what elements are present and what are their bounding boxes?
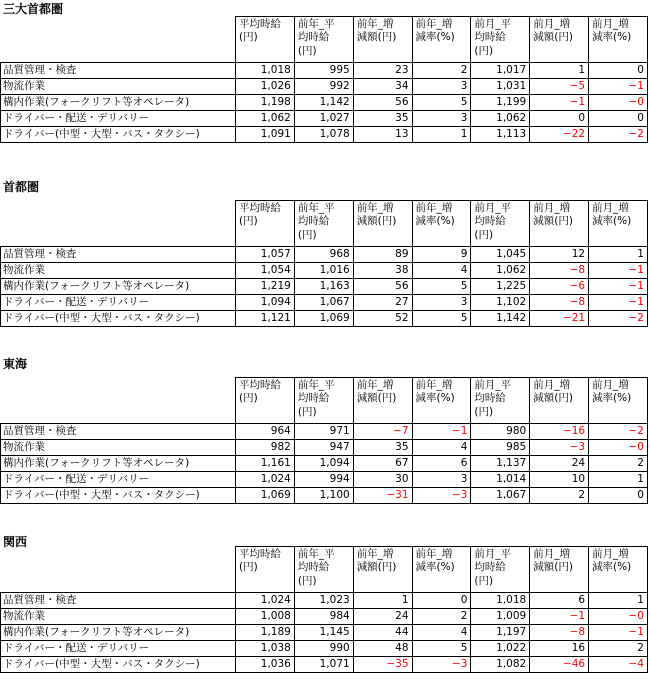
table-header-row	[1, 17, 648, 63]
job-category-cell: 物流作業	[1, 79, 236, 95]
job-category-cell: 構内作業(フォークリフト等オペレータ)	[1, 95, 236, 111]
value-cell: −46	[530, 657, 589, 673]
value-cell: 968	[294, 247, 353, 263]
value-cell: 994	[294, 472, 353, 488]
value-cell: 38	[353, 263, 412, 279]
table-header-row	[1, 378, 648, 424]
value-cell: −3	[412, 488, 471, 504]
job-category-cell: ドライバー(中型・大型・バス・タクシー)	[1, 657, 236, 673]
table-row	[1, 488, 648, 504]
value-cell: 0	[412, 593, 471, 609]
value-cell: 1,082	[471, 657, 530, 673]
value-cell: 3	[412, 472, 471, 488]
column-header: 前月_平 均時給 (円)	[471, 378, 530, 424]
header-corner-cell	[1, 201, 236, 247]
column-header: 前年_増 減額(円)	[353, 547, 412, 593]
column-header: 前年_平 均時給 (円)	[294, 201, 353, 247]
value-cell: 1,225	[471, 279, 530, 295]
table-row	[1, 625, 648, 641]
value-cell: 1,008	[236, 609, 295, 625]
value-cell: 34	[353, 79, 412, 95]
value-cell: −5	[530, 79, 589, 95]
value-cell: 1,038	[236, 641, 295, 657]
value-cell: 1	[589, 593, 648, 609]
value-cell: 1,036	[236, 657, 295, 673]
job-category-cell: 構内作業(フォークリフト等オペレータ)	[1, 625, 236, 641]
value-cell: −1	[530, 609, 589, 625]
value-cell: −1	[530, 95, 589, 111]
value-cell: −1	[589, 263, 648, 279]
table-row	[1, 311, 648, 327]
value-cell: 1	[412, 127, 471, 143]
value-cell: 23	[353, 63, 412, 79]
value-cell: −7	[353, 424, 412, 440]
value-cell: 1,113	[471, 127, 530, 143]
value-cell: 3	[412, 295, 471, 311]
job-category-cell: ドライバー・配送・デリバリー	[1, 641, 236, 657]
value-cell: 0	[530, 111, 589, 127]
column-header: 前月_増 減額(円)	[530, 17, 589, 63]
value-cell: 52	[353, 311, 412, 327]
table-row	[1, 472, 648, 488]
value-cell: 35	[353, 111, 412, 127]
region-title: 三大首都圏	[3, 2, 64, 16]
value-cell: 0	[589, 488, 648, 504]
header-corner-cell	[1, 378, 236, 424]
value-cell: 1,198	[236, 95, 295, 111]
value-cell: 2	[530, 488, 589, 504]
column-header: 前年_増 減率(%)	[412, 17, 471, 63]
column-header: 前月_増 減額(円)	[530, 547, 589, 593]
value-cell: 1,026	[236, 79, 295, 95]
value-cell: −1	[412, 424, 471, 440]
value-cell: 89	[353, 247, 412, 263]
value-cell: 44	[353, 625, 412, 641]
value-cell: 982	[236, 440, 295, 456]
value-cell: 980	[471, 424, 530, 440]
value-cell: 48	[353, 641, 412, 657]
value-cell: −21	[530, 311, 589, 327]
value-cell: 1,145	[294, 625, 353, 641]
value-cell: 1,142	[294, 95, 353, 111]
table-row	[1, 63, 648, 79]
value-cell: 1,069	[294, 311, 353, 327]
value-cell: 3	[412, 79, 471, 95]
value-cell: 5	[412, 311, 471, 327]
value-cell: 5	[412, 95, 471, 111]
value-cell: 947	[294, 440, 353, 456]
value-cell: 6	[412, 456, 471, 472]
value-cell: 1,024	[236, 472, 295, 488]
job-category-cell: 構内作業(フォークリフト等オペレータ)	[1, 456, 236, 472]
table-row	[1, 247, 648, 263]
job-category-cell: ドライバー(中型・大型・バス・タクシー)	[1, 488, 236, 504]
column-header: 前年_増 減額(円)	[353, 17, 412, 63]
table-row	[1, 279, 648, 295]
table-row	[1, 127, 648, 143]
value-cell: 1,100	[294, 488, 353, 504]
value-cell: 1,062	[236, 111, 295, 127]
value-cell: 4	[412, 263, 471, 279]
value-cell: 1,018	[471, 593, 530, 609]
value-cell: 67	[353, 456, 412, 472]
value-cell: −3	[530, 440, 589, 456]
table-row	[1, 657, 648, 673]
wage-table	[0, 200, 648, 327]
value-cell: −0	[589, 440, 648, 456]
value-cell: 1,091	[236, 127, 295, 143]
region-title: 首都圏	[3, 180, 40, 194]
value-cell: 964	[236, 424, 295, 440]
job-category-cell: ドライバー・配送・デリバリー	[1, 111, 236, 127]
value-cell: 1,027	[294, 111, 353, 127]
value-cell: 1,189	[236, 625, 295, 641]
job-category-cell: 品質管理・検査	[1, 247, 236, 263]
job-category-cell: ドライバー・配送・デリバリー	[1, 295, 236, 311]
value-cell: 5	[412, 641, 471, 657]
column-header: 前年_増 減額(円)	[353, 201, 412, 247]
table-row	[1, 641, 648, 657]
value-cell: 985	[471, 440, 530, 456]
value-cell: 13	[353, 127, 412, 143]
value-cell: 1,199	[471, 95, 530, 111]
value-cell: 1,054	[236, 263, 295, 279]
value-cell: −6	[530, 279, 589, 295]
column-header: 前月_増 減率(%)	[589, 547, 648, 593]
column-header: 前月_平 均時給 (円)	[471, 17, 530, 63]
column-header: 前年_増 減率(%)	[412, 201, 471, 247]
value-cell: 1,031	[471, 79, 530, 95]
value-cell: 2	[589, 641, 648, 657]
job-category-cell: ドライバー(中型・大型・バス・タクシー)	[1, 311, 236, 327]
table-row	[1, 111, 648, 127]
value-cell: 1	[589, 247, 648, 263]
column-header: 前年_増 減率(%)	[412, 547, 471, 593]
value-cell: 1,067	[294, 295, 353, 311]
value-cell: −16	[530, 424, 589, 440]
value-cell: 2	[412, 63, 471, 79]
column-header: 平均時給 (円)	[236, 547, 295, 593]
table-row	[1, 456, 648, 472]
table-header-row	[1, 547, 648, 593]
column-header: 前月_平 均時給 (円)	[471, 547, 530, 593]
value-cell: −3	[412, 657, 471, 673]
value-cell: 30	[353, 472, 412, 488]
job-category-cell: 物流作業	[1, 263, 236, 279]
table-row	[1, 95, 648, 111]
value-cell: 1,016	[294, 263, 353, 279]
value-cell: 992	[294, 79, 353, 95]
value-cell: 1,017	[471, 63, 530, 79]
column-header: 前年_増 減額(円)	[353, 378, 412, 424]
value-cell: 1	[530, 63, 589, 79]
value-cell: 1,071	[294, 657, 353, 673]
value-cell: 1,014	[471, 472, 530, 488]
value-cell: 5	[412, 279, 471, 295]
value-cell: −8	[530, 295, 589, 311]
column-header: 前月_増 減率(%)	[589, 201, 648, 247]
value-cell: 10	[530, 472, 589, 488]
value-cell: 1	[353, 593, 412, 609]
value-cell: 1,022	[471, 641, 530, 657]
value-cell: −4	[589, 657, 648, 673]
value-cell: −2	[589, 424, 648, 440]
column-header: 平均時給 (円)	[236, 378, 295, 424]
column-header: 前年_平 均時給 (円)	[294, 378, 353, 424]
column-header: 平均時給 (円)	[236, 201, 295, 247]
value-cell: 24	[353, 609, 412, 625]
header-corner-cell	[1, 17, 236, 63]
value-cell: −0	[589, 609, 648, 625]
table-row	[1, 609, 648, 625]
table-header-row	[1, 201, 648, 247]
wage-table	[0, 377, 648, 504]
value-cell: 971	[294, 424, 353, 440]
value-cell: 4	[412, 440, 471, 456]
value-cell: 56	[353, 95, 412, 111]
value-cell: 995	[294, 63, 353, 79]
value-cell: 1,057	[236, 247, 295, 263]
value-cell: 1,161	[236, 456, 295, 472]
job-category-cell: 品質管理・検査	[1, 593, 236, 609]
job-category-cell: 物流作業	[1, 609, 236, 625]
value-cell: 4	[412, 625, 471, 641]
value-cell: −1	[589, 279, 648, 295]
value-cell: −22	[530, 127, 589, 143]
table-row	[1, 295, 648, 311]
column-header: 前月_平 均時給 (円)	[471, 201, 530, 247]
value-cell: 27	[353, 295, 412, 311]
table-row	[1, 424, 648, 440]
value-cell: 1,094	[294, 456, 353, 472]
header-corner-cell	[1, 547, 236, 593]
value-cell: 56	[353, 279, 412, 295]
value-cell: 1,024	[236, 593, 295, 609]
job-category-cell: 構内作業(フォークリフト等オペレータ)	[1, 279, 236, 295]
value-cell: 1,067	[471, 488, 530, 504]
value-cell: −8	[530, 263, 589, 279]
value-cell: 9	[412, 247, 471, 263]
value-cell: 1,219	[236, 279, 295, 295]
table-row	[1, 440, 648, 456]
value-cell: 1,045	[471, 247, 530, 263]
value-cell: 2	[589, 456, 648, 472]
value-cell: 990	[294, 641, 353, 657]
column-header: 前月_増 減率(%)	[589, 17, 648, 63]
table-row	[1, 593, 648, 609]
value-cell: 1,062	[471, 111, 530, 127]
value-cell: −2	[589, 311, 648, 327]
column-header: 前年_平 均時給 (円)	[294, 547, 353, 593]
value-cell: −1	[589, 295, 648, 311]
value-cell: 24	[530, 456, 589, 472]
value-cell: −1	[589, 625, 648, 641]
value-cell: 1,078	[294, 127, 353, 143]
job-category-cell: 品質管理・検査	[1, 63, 236, 79]
value-cell: 0	[589, 63, 648, 79]
value-cell: −1	[589, 79, 648, 95]
column-header: 前月_増 減額(円)	[530, 201, 589, 247]
column-header: 前月_増 減率(%)	[589, 378, 648, 424]
value-cell: 12	[530, 247, 589, 263]
value-cell: −8	[530, 625, 589, 641]
value-cell: 1,163	[294, 279, 353, 295]
value-cell: −2	[589, 127, 648, 143]
value-cell: 2	[412, 609, 471, 625]
table-row	[1, 263, 648, 279]
value-cell: 1,069	[236, 488, 295, 504]
value-cell: 35	[353, 440, 412, 456]
value-cell: 1,018	[236, 63, 295, 79]
value-cell: 1,197	[471, 625, 530, 641]
wage-table	[0, 16, 648, 143]
column-header: 前月_増 減額(円)	[530, 378, 589, 424]
column-header: 平均時給 (円)	[236, 17, 295, 63]
value-cell: −31	[353, 488, 412, 504]
value-cell: 6	[530, 593, 589, 609]
job-category-cell: 物流作業	[1, 440, 236, 456]
value-cell: 1,023	[294, 593, 353, 609]
value-cell: 1,142	[471, 311, 530, 327]
job-category-cell: 品質管理・検査	[1, 424, 236, 440]
table-row	[1, 79, 648, 95]
value-cell: 3	[412, 111, 471, 127]
column-header: 前年_平 均時給 (円)	[294, 17, 353, 63]
value-cell: 1	[589, 472, 648, 488]
job-category-cell: ドライバー・配送・デリバリー	[1, 472, 236, 488]
value-cell: 1,062	[471, 263, 530, 279]
value-cell: 1,137	[471, 456, 530, 472]
region-title: 東海	[3, 357, 28, 371]
value-cell: −0	[589, 95, 648, 111]
region-title: 関西	[3, 535, 28, 549]
value-cell: 1,094	[236, 295, 295, 311]
wage-table	[0, 546, 648, 673]
value-cell: 1,102	[471, 295, 530, 311]
value-cell: 16	[530, 641, 589, 657]
job-category-cell: ドライバー(中型・大型・バス・タクシー)	[1, 127, 236, 143]
value-cell: 0	[589, 111, 648, 127]
value-cell: 1,009	[471, 609, 530, 625]
value-cell: 984	[294, 609, 353, 625]
column-header: 前年_増 減率(%)	[412, 378, 471, 424]
value-cell: 1,121	[236, 311, 295, 327]
value-cell: −35	[353, 657, 412, 673]
